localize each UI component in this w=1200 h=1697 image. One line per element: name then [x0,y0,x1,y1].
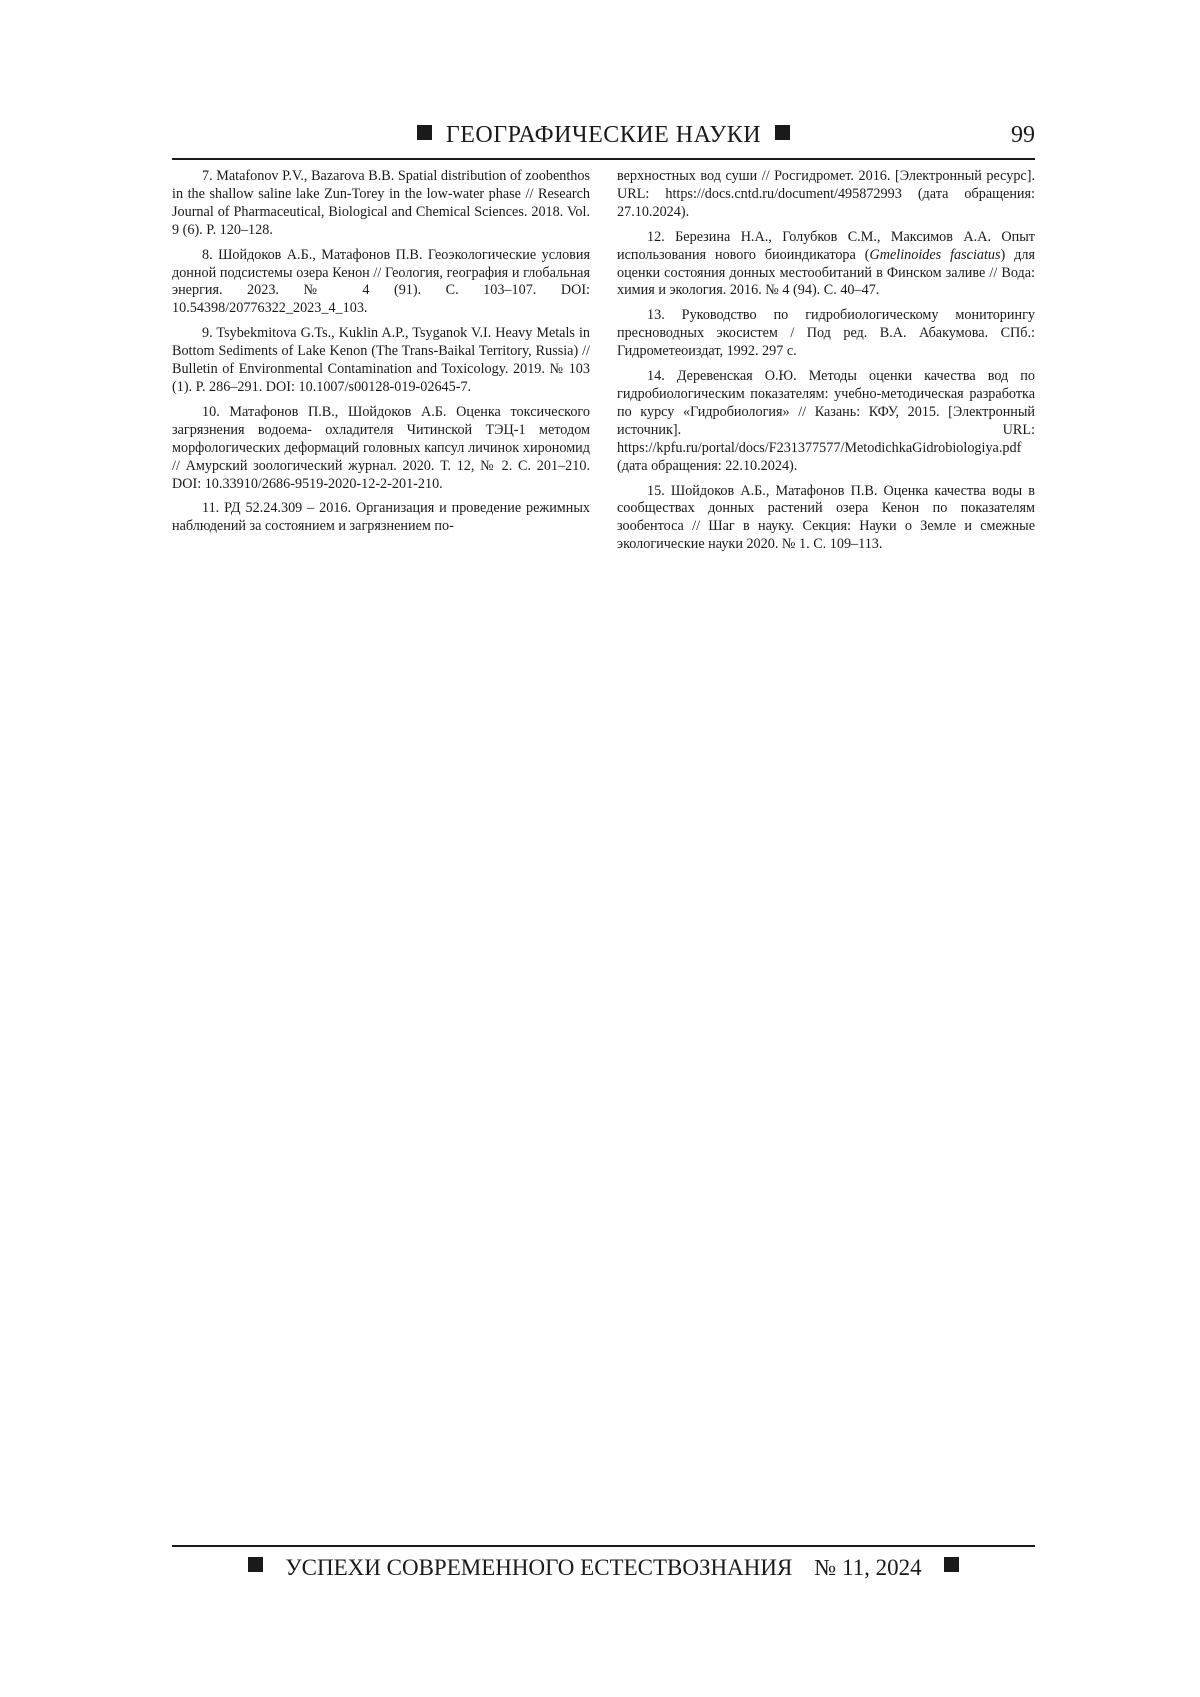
page-footer [172,1545,1035,1583]
right-column [617,168,1035,561]
running-head [172,120,1035,150]
reference-item: 10. Матафонов П.В., Шойдоков А.Б. Оценка токсического загрязнения водоема- охладителя Читинской ТЭЦ-1 методом морфологических деформаций головных капсул личинок хирономид // Амурский зоологический журнал. 2020. Т. 12, № 2. С. 201–210. DOI: 10.33910/2686-9519-2020-12-2-201-210. [172,403,590,492]
reference-item: 7. Matafonov P.V., Bazarova B.B. Spatial distribution of zoobenthos in the shallow saline lake Zun-Torey in the low-water phase // Research Journal of Pharmaceutical, Biological and Chemical Sciences. 2018. Vol. 9 (6). P. 120–128. [172,168,590,238]
page-number: 99 [1011,122,1035,148]
reference-continuation: верхностных вод суши // Росгидромет. 2016. [Электронный ресурс]. URL: https://docs.cntd.ru/document/495872993 (дата обращения: 27.10.2024). [617,168,1035,220]
square-bullet-icon [944,1557,959,1572]
square-bullet-icon [417,125,432,140]
section-title: ГЕОГРАФИЧЕСКИЕ НАУКИ [445,122,762,148]
page-header [172,120,1035,160]
square-bullet-icon [248,1557,263,1572]
reference-item [617,229,1035,301]
reference-text: 12. Березина Н.А., Голубков С.М., Максимов А.А. Опыт использования нового биоиндикатора ( [617,228,1035,263]
issue-number: № 11, 2024 [814,1555,922,1580]
reference-item: 11. РД 52.24.309 – 2016. Организация и проведение режимных наблюдений за состоянием и загрязнением по- [172,500,590,535]
reference-item: 13. Руководство по гидробиологическому мониторингу пресноводных экосистем / Под ред. В.А. Абакумова. СПб.: Гидрометеоиздат, 1992. 297 с. [617,307,1035,360]
square-bullet-icon [775,125,790,140]
journal-title: УСПЕХИ СОВРЕМЕННОГО ЕСТЕСТВОЗНАНИЯ [285,1555,793,1580]
reference-item: 9. Tsybekmitova G.Ts., Kuklin A.P., Tsyganok V.I. Heavy Metals in Bottom Sediments of Lake Kenon (The Trans-Baikal Territory, Russia) // Bulletin of Environmental Contamination and Toxicology. 2019. № 103 (1). P. 286–291. DOI: 10.1007/s00128-019-02645-7. [172,325,590,395]
reference-item: 8. Шойдоков А.Б., Матафонов П.В. Геоэкологические условия донной подсистемы озера Кенон // Геология, география и глобальная энергия. 2023. № 4 (91). С. 103–107. DOI: 10.54398/20776322_2023_4_103. [172,246,590,317]
reference-item: 14. Деревенская О.Ю. Методы оценки качества вод по гидробиологическим показателям: учебно-методическая разработка по курсу «Гидробиология» // Казань: КФУ, 2015. [Электронный источник]. URL: https://kpfu.ru/portal/docs/F231377577/MetodichkaGidrobiologiya.pdf (дата обращения: 22.10.2024). [617,368,1035,474]
species-name: Gmelinoides fasciatus [869,246,1001,263]
reference-item: 15. Шойдоков А.Б., Матафонов П.В. Оценка качества воды в сообществах донных растений озера Кенон по показателям зообентоса // Шаг в науку. Секция: Науки о Земле и смежные экологические науки 2020. № 1. С. 109–113. [617,482,1035,553]
left-column [172,168,590,561]
reference-text: ) для оценки состояния донных местообитаний в Финском заливе // Вода: химия и экология. 2016. № 4 (94). С. 40–47. [617,246,1035,299]
reference-list [172,168,1035,561]
